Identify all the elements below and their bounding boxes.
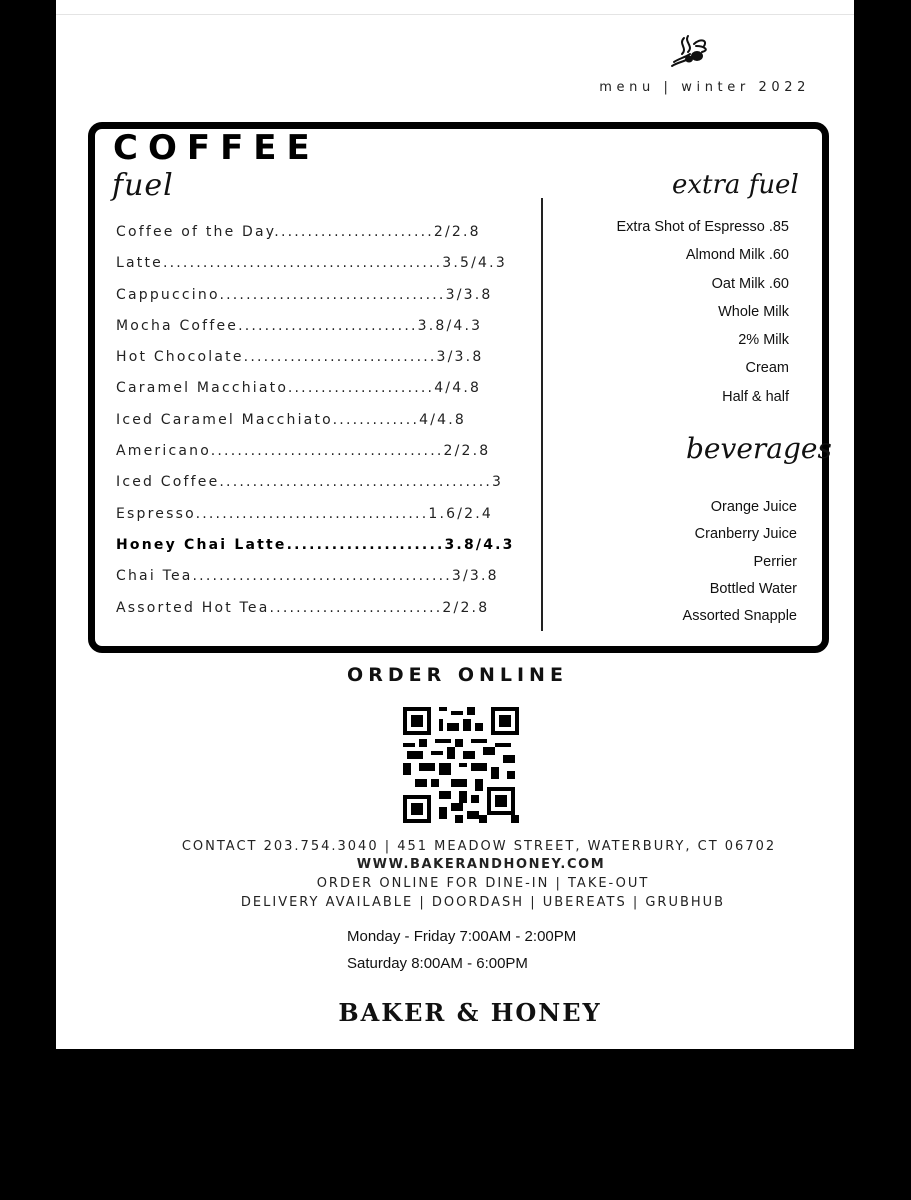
beverage-item: Perrier [753,553,797,570]
beverage-item: Cranberry Juice [694,526,797,543]
extra-fuel-item: Oat Milk .60 [711,275,789,292]
coffee-item: Mocha Coffee...........................3.8/4.3 [116,317,483,334]
coffee-item-featured: Honey Chai Latte.....................3.8/4.3 [116,536,515,553]
menu-season-label: menu | winter 2022 [599,80,810,95]
coffee-item: Cappuccino..................................3/3.8 [116,286,493,303]
order-types-line: ORDER ONLINE FOR DINE-IN | TAKE-OUT [316,876,650,891]
contact-line: CONTACT 203.754.3040 | 451 MEADOW STREET, WATERBURY, CT 06702 [181,839,777,854]
beverage-item: Bottled Water [709,580,797,597]
beverages-script-label: beverages [686,432,832,465]
bee-icon [668,34,716,70]
coffee-item: Latte..........................................3.5/4.3 [116,255,507,272]
extra-fuel-item: Whole Milk [718,303,789,320]
fuel-script-label: fuel [112,168,174,203]
brand-name: BAKER & HONEY [338,998,602,1027]
extra-fuel-item: 2% Milk [738,332,789,349]
column-divider [541,198,543,631]
website-link[interactable]: WWW.BAKERANDHONEY.COM [356,857,606,872]
extra-fuel-script-label: extra fuel [672,170,799,200]
extra-fuel-list [617,217,789,415]
extra-fuel-item: Almond Milk .60 [685,247,789,264]
coffee-list [116,221,515,628]
delivery-line: DELIVERY AVAILABLE | DOORDASH | UBEREATS | GRUBHUB [240,895,726,910]
beverage-item: Orange Juice [710,499,797,515]
coffee-item: Americano...................................2/2.8 [116,443,491,460]
coffee-item: Chai Tea.......................................3/3.8 [116,568,499,585]
hours-saturday: Saturday 8:00AM - 6:00PM [347,955,528,972]
coffee-item: Espresso...................................1.6/2.4 [116,505,493,522]
qr-code-icon[interactable] [403,707,519,823]
coffee-item: Caramel Macchiato......................4/4.8 [116,380,482,397]
coffee-item: Iced Coffee.........................................3 [116,474,504,491]
extra-fuel-item: Half & half [722,388,789,405]
extra-fuel-item: Cream [745,360,789,377]
coffee-item: Coffee of the Day........................2/2.8 [116,224,481,240]
order-online-heading: ORDER ONLINE [347,664,568,686]
coffee-item: Hot Chocolate.............................3/3.8 [116,349,484,366]
extra-fuel-item: Extra Shot of Espresso .85 [616,219,789,235]
coffee-item: Iced Caramel Macchiato.............4/4.8 [116,411,467,428]
page-top-edge [56,14,854,15]
beverage-item: Assorted Snapple [682,608,797,625]
beverages-list [683,497,797,633]
coffee-heading: COFFEE [113,128,320,168]
coffee-item: Assorted Hot Tea..........................2/2.8 [116,599,490,616]
hours-weekday: Monday - Friday 7:00AM - 2:00PM [347,928,577,945]
